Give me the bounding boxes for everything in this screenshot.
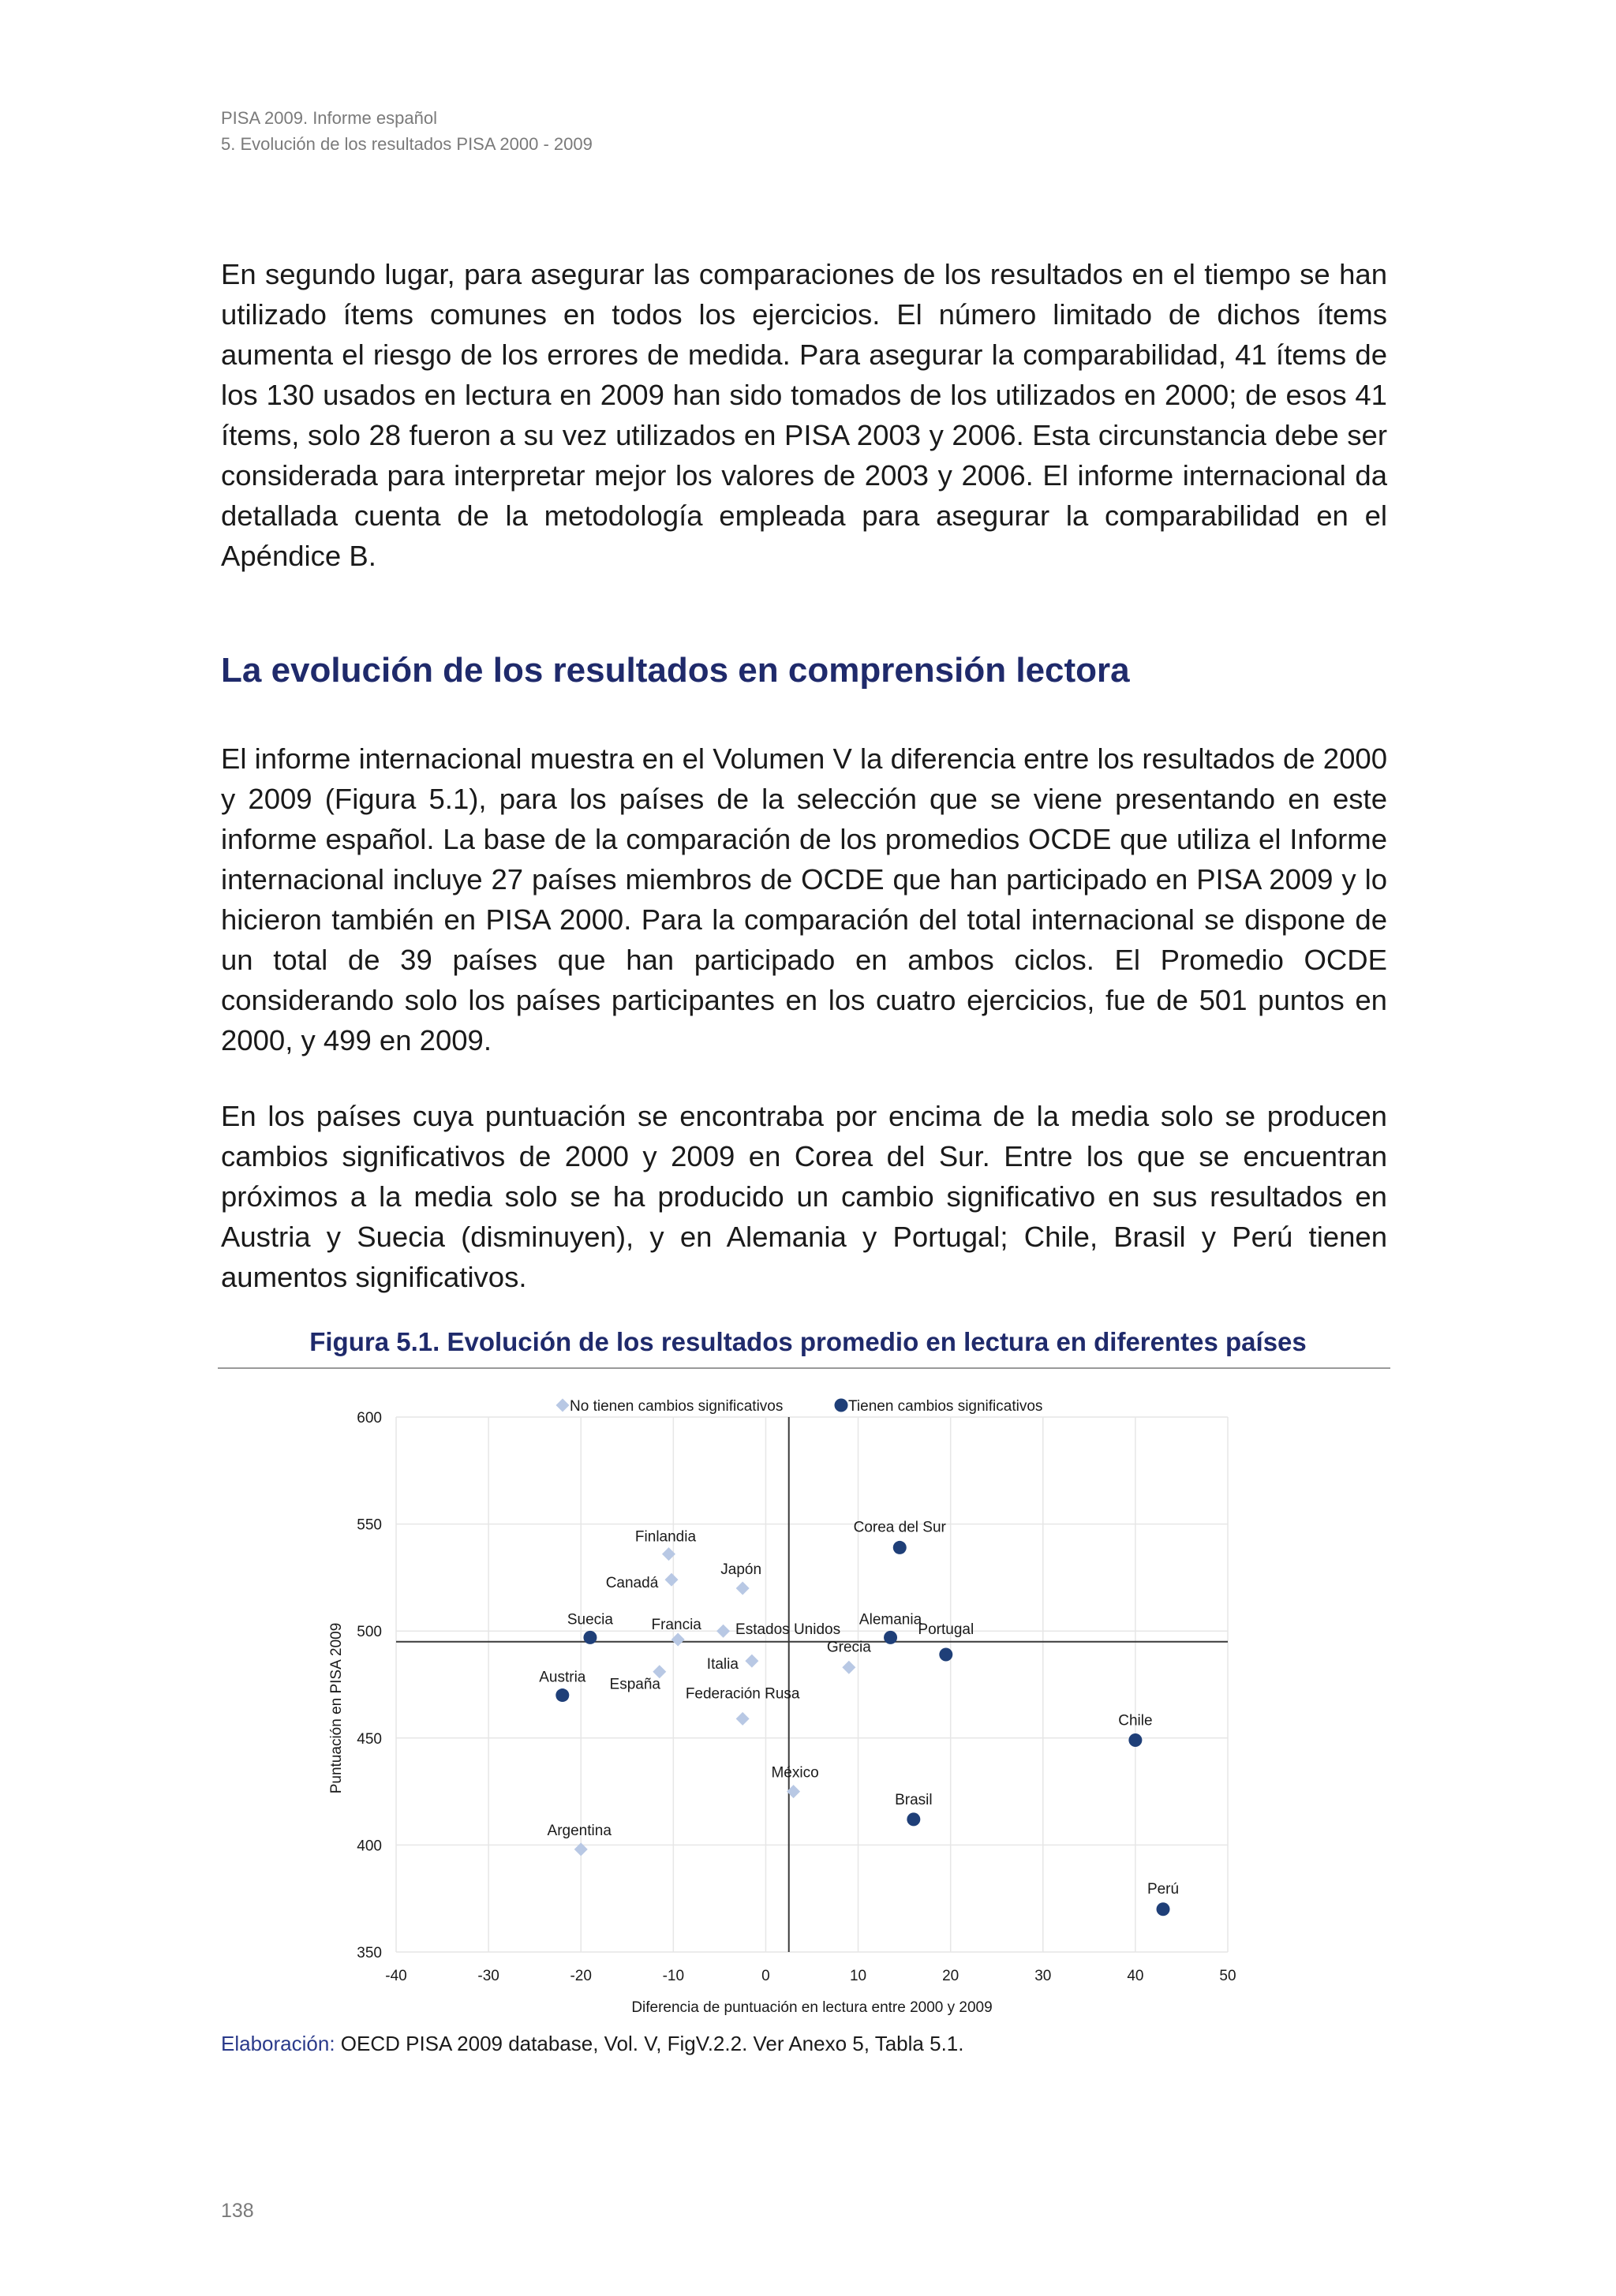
data-point-label: Estados Unidos xyxy=(735,1621,841,1639)
data-point-label: Federación Rusa xyxy=(685,1685,800,1703)
data-point-label: Suecia xyxy=(567,1611,613,1629)
legend-label-significant: Tienen cambios significativos xyxy=(848,1398,1043,1415)
source-label: Elaboración: xyxy=(221,2032,335,2055)
y-tick-label: 550 xyxy=(357,1516,382,1534)
data-point xyxy=(556,1688,569,1702)
y-tick-label: 450 xyxy=(357,1730,382,1748)
data-point-label: Finlandia xyxy=(634,1528,697,1546)
body-paragraph-1: En segundo lugar, para asegurar las comparaciones de los resultados en el tiempo se han utilizado ítems comunes en todos los ejercicios. El número limitado de dichos ítems aumenta el riesgo de los errores de medida. Para asegurar la comparabilidad, 41 ítems de los 130 usados en lectura en 2009 han sido tomados de los utilizados en 2000; de esos 41 ítems, solo 28 fueron a su vez utilizados en PISA 2003 y 2006. Esta circunstancia debe ser considerada para interpretar mejor los valores de 2003 y 2006. El informe internacional da detallada cuenta de la metodología empleada para asegurar la comparabilidad en el Apéndice B. xyxy=(221,258,1387,572)
y-tick-label: 500 xyxy=(357,1624,382,1641)
running-header-chapter: 5. Evolución de los resultados PISA 2000 - 2009 xyxy=(221,134,593,154)
x-tick-label: 10 xyxy=(849,1968,867,1984)
data-point xyxy=(907,1812,920,1826)
data-point xyxy=(884,1631,897,1644)
legend-marker-significant xyxy=(835,1399,848,1412)
data-point xyxy=(745,1655,758,1668)
data-point xyxy=(1128,1733,1142,1747)
figure-source xyxy=(221,2032,963,2056)
data-point-label: Brasil xyxy=(895,1791,933,1808)
data-point xyxy=(842,1661,855,1674)
data-point-label: Argentina xyxy=(547,1822,612,1839)
x-tick-label: 0 xyxy=(761,1968,770,1984)
x-tick-label: 30 xyxy=(1034,1968,1052,1984)
data-point-label: Portugal xyxy=(918,1621,974,1639)
data-point-label: Corea del Sur xyxy=(853,1519,946,1536)
body-paragraph-3: En los países cuya puntuación se encontraba por encima de la media solo se producen cambios significativos de 2000 y 2009 en Corea del Sur. Entre los que se encuentran próximos a la media solo se ha producido un cambio significativo en sus resultados en Austria y Suecia (disminuyen), y en Alemania y Portugal; Chile, Brasil y Perú tienen aumentos significativos. xyxy=(221,1100,1387,1293)
data-point-label: España xyxy=(609,1676,660,1693)
data-point-label: Alemania xyxy=(858,1611,922,1629)
data-point-label: Perú xyxy=(1147,1880,1180,1898)
x-tick-label: 40 xyxy=(1127,1968,1144,1984)
y-tick-label: 600 xyxy=(357,1410,382,1427)
running-header-title: PISA 2009. Informe español xyxy=(221,108,437,128)
data-point xyxy=(716,1625,730,1638)
data-point-label: Grecia xyxy=(826,1639,871,1656)
x-tick-label: -20 xyxy=(570,1968,592,1984)
data-point xyxy=(1157,1902,1170,1916)
source-text: OECD PISA 2009 database, Vol. V, FigV.2.2. Ver Anexo 5, Tabla 5.1. xyxy=(335,2032,964,2055)
figure-title: Figura 5.1. Evolución de los resultados promedio en lectura en diferentes países xyxy=(309,1327,1307,1356)
data-point xyxy=(736,1712,750,1726)
data-point-label: Italia xyxy=(706,1656,739,1673)
x-tick-label: 20 xyxy=(942,1968,960,1984)
legend-label-no-significant: No tienen cambios significativos xyxy=(570,1398,784,1415)
data-point-label: Austria xyxy=(539,1669,586,1686)
data-point-label: Chile xyxy=(1118,1712,1153,1729)
section-heading: La evolución de los resultados en comprensión lectora xyxy=(221,651,1130,690)
data-point xyxy=(736,1581,750,1595)
y-tick-label: 400 xyxy=(357,1838,382,1855)
y-tick-label: 350 xyxy=(357,1945,382,1961)
x-tick-label: -10 xyxy=(662,1968,685,1984)
data-point xyxy=(893,1541,907,1554)
x-tick-label: -40 xyxy=(385,1968,407,1984)
data-point xyxy=(583,1631,597,1644)
legend-marker-no-significant xyxy=(556,1399,570,1412)
data-point-label: Francia xyxy=(651,1617,701,1634)
body-paragraph-2: El informe internacional muestra en el Volumen V la diferencia entre los resultados de 2000 y 2009 (Figura 5.1), para los países de la selección que se viene presentando en este informe español. La base de la comparación de los promedios OCDE que utiliza el Informe internacional incluye 27 países miembros de OCDE que han participado en PISA 2009 y lo hicieron también en PISA 2000. Para la comparación del total internacional se dispone de un total de 39 países que han participado en ambos ciclos. El Promedio OCDE considerando solo los países participantes en los cuatro ejercicios, fue de 501 puntos en 2000, y 499 en 2009. xyxy=(221,742,1387,1056)
data-point-label: Japón xyxy=(720,1561,762,1578)
data-point xyxy=(664,1573,678,1587)
y-axis-title: Puntuación en PISA 2009 xyxy=(328,1622,345,1794)
data-point xyxy=(939,1648,952,1662)
x-tick-label: -30 xyxy=(477,1968,499,1984)
data-point-label: Canadá xyxy=(605,1575,659,1592)
x-axis-title: Diferencia de puntuación en lectura entre 2000 y 2009 xyxy=(631,1999,993,2016)
page-number: 138 xyxy=(221,2200,254,2222)
data-point-label: México xyxy=(771,1764,819,1782)
x-tick-label: 50 xyxy=(1219,1968,1236,1984)
